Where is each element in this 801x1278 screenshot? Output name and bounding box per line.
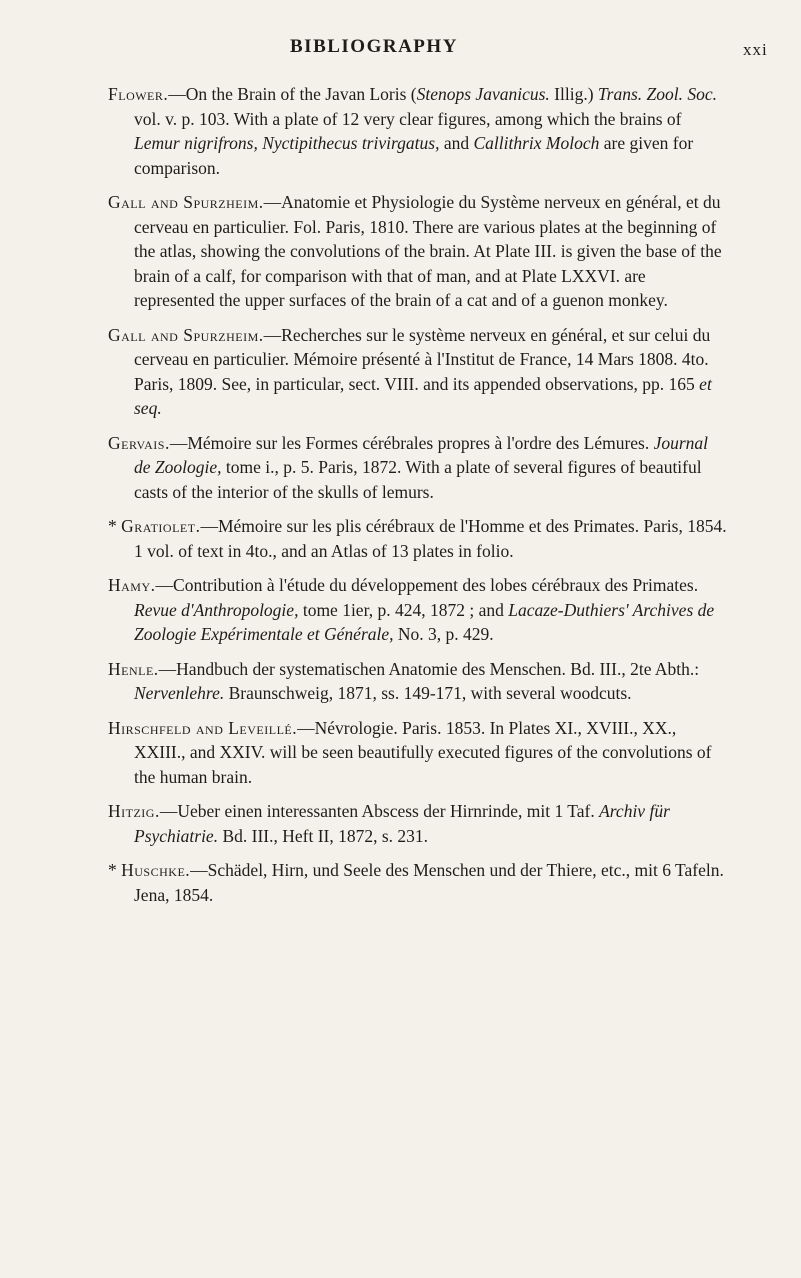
asterisk-mark: *	[108, 516, 117, 536]
bibliography-entry-hitzig	[108, 799, 728, 848]
entry-italic: Trans. Zool. Soc.	[597, 84, 718, 104]
entry-text: Illig.)	[549, 84, 598, 104]
page-number: xxi	[743, 40, 768, 59]
entry-author: Hitzig.	[108, 801, 160, 821]
entry-author: Gall and Spurzheim.	[108, 324, 264, 345]
entry-author: Flower.	[108, 84, 169, 104]
entry-italic: Stenops Javanicus.	[416, 84, 550, 104]
entry-author: Gratiolet.	[121, 516, 201, 536]
entry-text: —Mémoire sur les Formes cérébrales propres à l'ordre des Lémures.	[169, 432, 654, 453]
running-head-title: BIBLIOGRAPHY	[290, 36, 458, 57]
entry-italic: Lemur nigrifrons, Nyctipithecus trivirgatus,	[134, 133, 440, 153]
entry-italic: Lacaze-Duthiers' Archives de Zoologie Expérimentale et Générale,	[134, 599, 715, 644]
entry-author: Hamy.	[108, 575, 156, 595]
entry-author: Hirschfeld and Leveillé.	[108, 717, 298, 738]
entry-text: —Ueber einen interessanten Abscess der Hirnrinde, mit 1 Taf.	[159, 801, 600, 821]
entry-text: tome 1ier, p. 424, 1872 ; and	[298, 599, 509, 620]
entry-text: No. 3, p. 429.	[393, 624, 494, 644]
running-header	[0, 34, 801, 64]
entry-italic: Callithrix Moloch	[473, 133, 600, 153]
entry-text: Bd. III., Heft II, 1872, s. 231.	[218, 825, 429, 846]
entry-italic: Archiv für Psychiatrie.	[134, 801, 670, 846]
entry-text: —Névrologie. Paris. 1853. In Plates XI., XVIII., XX., XXIII., and XXIV. will be seen beautifully executed figures of the convolutions of the human brain.	[134, 717, 712, 787]
bibliography-entry-hamy	[108, 573, 728, 647]
bibliography-entry-gall-spurzheim-2	[108, 323, 728, 421]
bibliography-entry-hirschfeld-leveille	[108, 716, 728, 790]
bibliography-entry-gall-spurzheim-1	[108, 190, 728, 313]
entry-text: —Anatomie et Physiologie du Système nerveux en général, et du cerveau en particulier. Fol. Paris, 1810. There are various plates at the beginning of the atlas, showing the convolutions of the brain. At Plate III. is given the base of the brain of a calf, for comparison with that of man, and at Plate LXXVI. are represented the upper surfaces of the brain of a cat and of a guenon monkey.	[134, 192, 722, 310]
bibliography-entry-gervais	[108, 431, 728, 505]
entry-text: —Handbuch der systematischen Anatomie des Menschen. Bd. III., 2te Abth.:	[158, 658, 700, 679]
entry-author: Gervais.	[108, 432, 170, 453]
entry-text: —Recherches sur le système nerveux en général, et sur celui du cerveau en particulier. Mémoire présenté à l'Institut de France, 14 Mars 1808. 4to. Paris, 1809. See, in particular, sect. VIII. and its appended observations, pp. 165	[134, 324, 711, 394]
bibliography-list	[108, 82, 728, 917]
entry-author: Gall and Spurzheim.	[108, 192, 264, 212]
entry-text: —Contribution à l'étude du développement des lobes cérébraux des Primates.	[155, 575, 699, 595]
entry-text: tome i., p. 5. Paris, 1872. With a plate of several figures of beautiful casts of the interior of the skulls of lemurs.	[134, 457, 702, 502]
bibliography-entry-gratiolet	[108, 514, 728, 563]
entry-italic: et seq.	[134, 373, 712, 418]
entry-italic: Nervenlehre.	[134, 683, 225, 703]
bibliography-entry-flower	[108, 82, 728, 180]
entry-text: Braunschweig, 1871, ss. 149-171, with several woodcuts.	[224, 683, 632, 703]
entry-text: —Schädel, Hirn, und Seele des Menschen und der Thiere, etc., mit 6 Tafeln. Jena, 1854.	[134, 860, 724, 905]
bibliography-entry-henle	[108, 657, 728, 706]
entry-text: —On the Brain of the Javan Loris (	[168, 84, 417, 104]
entry-author: Henle.	[108, 658, 159, 679]
entry-text: and	[439, 133, 474, 153]
asterisk-mark: *	[108, 860, 117, 880]
entry-author: Huschke.	[121, 860, 191, 880]
entry-text: are given for comparison.	[134, 133, 694, 178]
bibliography-entry-huschke	[108, 858, 728, 907]
entry-text: vol. v. p. 103. With a plate of 12 very clear figures, among which the brains of	[134, 108, 682, 129]
entry-italic: Revue d'Anthropologie,	[134, 599, 299, 620]
entry-italic: Journal de Zoologie,	[134, 432, 709, 477]
entry-text: —Mémoire sur les plis cérébraux de l'Homme et des Primates. Paris, 1854. 1 vol. of text in 4to., and an Atlas of 13 plates in folio.	[134, 516, 727, 561]
